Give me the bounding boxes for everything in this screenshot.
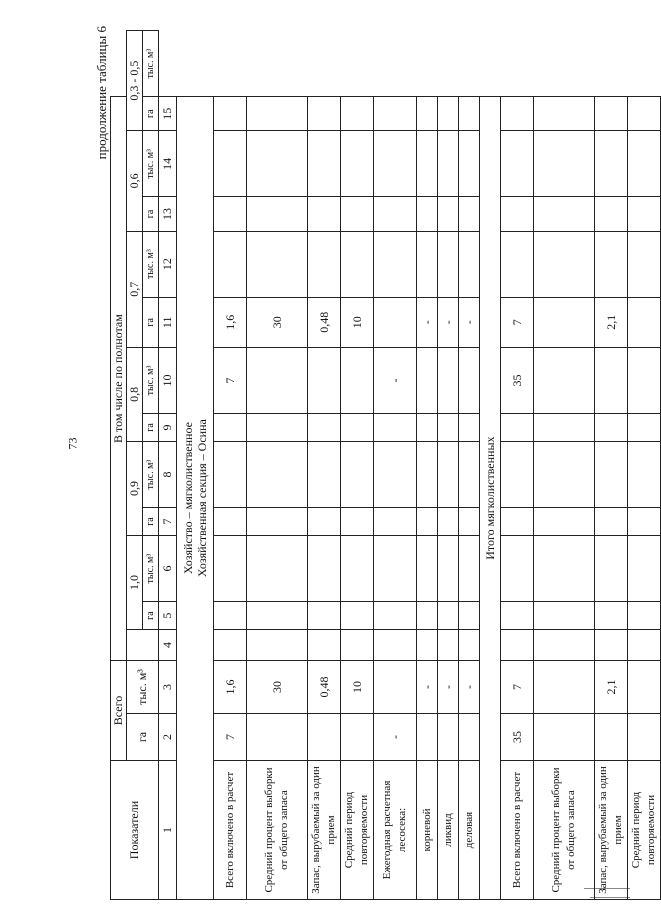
cell-col-11: - [417, 297, 438, 347]
table-row [595, 31, 628, 900]
row-label: Всего включено в расчет [214, 761, 247, 900]
cell-col-12 [501, 231, 534, 297]
cell-col-10 [628, 347, 661, 413]
section-title: Хозяйство – мягколиственное Хозяйственная секция – Осина [177, 97, 214, 900]
header-density-3: 0,8 [127, 347, 143, 441]
cell-col-5 [247, 602, 308, 630]
header-density-4: 0,7 [127, 231, 143, 347]
section-header-row [177, 31, 214, 900]
cell-col-10: 7 [214, 347, 247, 413]
page-number: 73 [65, 437, 80, 450]
cell-col-15 [417, 97, 438, 131]
cell-col-14 [595, 131, 628, 197]
cell-col-15 [247, 97, 308, 131]
cell-col-8 [628, 441, 661, 507]
table-row [534, 31, 595, 900]
cell-col-13 [214, 197, 247, 231]
cell-col-4 [534, 630, 595, 661]
cell-col-3: - [459, 661, 480, 714]
rotated-table-page [94, 20, 657, 900]
cell-col-4 [308, 630, 341, 661]
cell-col-10 [534, 347, 595, 413]
cell-col-12 [417, 231, 438, 297]
cell-col-3: 2,1 [595, 661, 628, 714]
cell-col-2 [247, 714, 308, 761]
cell-col-11: 2,1 [595, 297, 628, 347]
cell-col-6 [501, 535, 534, 601]
table-row [417, 31, 438, 900]
cell-col-15 [214, 97, 247, 131]
cell-col-9 [595, 414, 628, 442]
cell-col-9 [247, 414, 308, 442]
cell-col-14 [417, 131, 438, 197]
header-total-m3: тыс. м³ [127, 661, 159, 714]
continuation-caption: продолжение таблицы 6 [94, 26, 109, 160]
cell-col-4 [374, 630, 417, 661]
column-number: 15 [159, 97, 177, 131]
cell-col-13 [628, 197, 661, 231]
cell-col-3 [534, 661, 595, 714]
cell-col-5 [214, 602, 247, 630]
cell-col-4 [438, 630, 459, 661]
cell-col-8 [459, 441, 480, 507]
header-m3: тыс. м³ [143, 535, 159, 601]
cell-col-15 [341, 97, 374, 131]
cell-col-6 [595, 535, 628, 601]
cell-col-15 [628, 97, 661, 131]
cell-col-14 [214, 131, 247, 197]
cell-col-6 [534, 535, 595, 601]
table-row [247, 31, 308, 900]
cell-col-11: 1,6 [214, 297, 247, 347]
row-label: Всего включено в расчет [501, 761, 534, 900]
cell-col-7 [247, 508, 308, 536]
table-row [501, 31, 534, 900]
cell-col-14 [628, 131, 661, 197]
data-table [110, 30, 661, 900]
header-blank [127, 630, 159, 661]
row-label: Средний процент выборки от общего запаса [247, 761, 308, 900]
cell-col-9 [501, 414, 534, 442]
cell-col-12 [308, 231, 341, 297]
cell-col-6 [438, 535, 459, 601]
cell-col-6 [308, 535, 341, 601]
cell-col-5 [417, 602, 438, 630]
table-canvas [94, 20, 657, 900]
column-number: 10 [159, 347, 177, 413]
cell-col-14 [501, 131, 534, 197]
table-row [374, 31, 417, 900]
cell-col-11: 7 [501, 297, 534, 347]
header-m3: тыс. м³ [143, 131, 159, 197]
header-ha: га [143, 297, 159, 347]
cell-col-7 [214, 508, 247, 536]
header-ha: га [143, 197, 159, 231]
cell-col-15 [595, 97, 628, 131]
column-number: 8 [159, 441, 177, 507]
row-label: корневой [417, 761, 438, 900]
row-label: деловая [459, 761, 480, 900]
cell-col-5 [438, 602, 459, 630]
cell-col-2 [534, 714, 595, 761]
cell-col-11: 0,48 [308, 297, 341, 347]
cell-col-2: 35 [501, 714, 534, 761]
cell-col-3: - [417, 661, 438, 714]
header-total: Всего [111, 661, 127, 761]
cell-col-6 [247, 535, 308, 601]
row-label: Запас, вырубаемый за один прием [595, 761, 628, 900]
column-number-row [159, 31, 177, 900]
cell-col-14 [459, 131, 480, 197]
cell-col-8 [341, 441, 374, 507]
cell-col-2 [459, 714, 480, 761]
column-number: 4 [159, 630, 177, 661]
header-total-ha: га [127, 714, 159, 761]
header-density-5: 0,6 [127, 131, 143, 231]
cell-col-5 [534, 602, 595, 630]
cell-col-13 [341, 197, 374, 231]
cell-col-6 [628, 535, 661, 601]
cell-col-5 [628, 602, 661, 630]
column-number: 13 [159, 197, 177, 231]
cell-col-6 [374, 535, 417, 601]
cell-col-7 [534, 508, 595, 536]
column-number: 1 [159, 761, 177, 900]
cell-col-3: 30 [247, 661, 308, 714]
cell-col-4 [341, 630, 374, 661]
cell-col-15 [438, 97, 459, 131]
cell-col-8 [501, 441, 534, 507]
cell-col-4 [501, 630, 534, 661]
cell-col-3: 7 [501, 661, 534, 714]
header-m3: тыс. м³ [143, 347, 159, 413]
cell-col-9 [417, 414, 438, 442]
cell-col-6 [459, 535, 480, 601]
header-ha: га [143, 97, 159, 131]
cell-col-13 [374, 197, 417, 231]
cell-col-2 [628, 714, 661, 761]
header-density-1: 1,0 [127, 535, 143, 629]
cell-col-11: 30 [247, 297, 308, 347]
table-row [341, 31, 374, 900]
cell-col-2 [595, 714, 628, 761]
column-number: 5 [159, 602, 177, 630]
cell-col-14 [247, 131, 308, 197]
table-row [628, 31, 661, 900]
cell-col-10 [438, 347, 459, 413]
cell-col-6 [417, 535, 438, 601]
cell-col-7 [341, 508, 374, 536]
cell-col-14 [374, 131, 417, 197]
column-number: 9 [159, 414, 177, 442]
cell-col-8 [374, 441, 417, 507]
cell-col-12 [214, 231, 247, 297]
cell-col-3 [628, 661, 661, 714]
cell-col-2 [417, 714, 438, 761]
cell-col-7 [374, 508, 417, 536]
cell-col-9 [628, 414, 661, 442]
cell-col-3: 0,48 [308, 661, 341, 714]
cell-col-4 [459, 630, 480, 661]
cell-col-8 [417, 441, 438, 507]
cell-col-9 [438, 414, 459, 442]
cell-col-12 [628, 231, 661, 297]
cell-col-12 [459, 231, 480, 297]
cell-col-5 [501, 602, 534, 630]
table-row [459, 31, 480, 900]
cell-col-11: - [459, 297, 480, 347]
header-ha: га [143, 602, 159, 630]
cell-col-13 [595, 197, 628, 231]
cell-col-10 [459, 347, 480, 413]
cell-col-8 [438, 441, 459, 507]
header-m3: тыс. м³ [143, 31, 159, 97]
cell-col-4 [417, 630, 438, 661]
cell-col-14 [534, 131, 595, 197]
cell-col-10 [341, 347, 374, 413]
cell-col-9 [374, 414, 417, 442]
cell-col-4 [628, 630, 661, 661]
column-number: 2 [159, 714, 177, 761]
cell-col-14 [308, 131, 341, 197]
cell-col-13 [438, 197, 459, 231]
cell-col-7 [628, 508, 661, 536]
cell-col-10: 35 [501, 347, 534, 413]
cell-col-9 [534, 414, 595, 442]
header-density-6: 0,3 - 0,5 [127, 31, 143, 131]
cell-col-13 [308, 197, 341, 231]
cell-col-15 [308, 97, 341, 131]
cell-col-7 [459, 508, 480, 536]
cell-col-15 [501, 97, 534, 131]
cell-col-11: 10 [341, 297, 374, 347]
cell-col-11 [628, 297, 661, 347]
cell-col-5 [595, 602, 628, 630]
cell-col-12 [438, 231, 459, 297]
cell-col-10 [308, 347, 341, 413]
cell-col-8 [214, 441, 247, 507]
cell-col-3: - [438, 661, 459, 714]
table-row [308, 31, 341, 900]
column-number: 12 [159, 231, 177, 297]
cell-col-8 [247, 441, 308, 507]
row-label: Ежегодная расчетная лесосека: [374, 761, 417, 900]
header-m3: тыс. м³ [143, 231, 159, 297]
cell-col-2 [341, 714, 374, 761]
header-ha: га [143, 414, 159, 442]
cell-col-2: - [374, 714, 417, 761]
cell-col-12 [247, 231, 308, 297]
cell-col-9 [308, 414, 341, 442]
cell-col-14 [438, 131, 459, 197]
column-number: 7 [159, 508, 177, 536]
cell-col-3 [374, 661, 417, 714]
cell-col-8 [595, 441, 628, 507]
column-number: 6 [159, 535, 177, 601]
cell-col-7 [417, 508, 438, 536]
section-header-row [480, 31, 501, 900]
cell-col-13 [501, 197, 534, 231]
cell-col-15 [374, 97, 417, 131]
cell-col-7 [595, 508, 628, 536]
cell-col-4 [247, 630, 308, 661]
cell-col-7 [501, 508, 534, 536]
cell-col-11: - [438, 297, 459, 347]
cell-col-4 [214, 630, 247, 661]
cell-col-5 [374, 602, 417, 630]
row-label: ликвид [438, 761, 459, 900]
cell-col-8 [308, 441, 341, 507]
cell-col-10 [595, 347, 628, 413]
cell-col-9 [341, 414, 374, 442]
cell-col-6 [214, 535, 247, 601]
cell-col-10 [417, 347, 438, 413]
cell-col-7 [438, 508, 459, 536]
cell-col-5 [308, 602, 341, 630]
cell-col-2 [438, 714, 459, 761]
cell-col-7 [308, 508, 341, 536]
cell-col-14 [341, 131, 374, 197]
cell-col-12 [374, 231, 417, 297]
table-row [438, 31, 459, 900]
cell-col-6 [341, 535, 374, 601]
cell-col-12 [341, 231, 374, 297]
cell-col-3: 1,6 [214, 661, 247, 714]
cell-col-13 [459, 197, 480, 231]
column-number: 14 [159, 131, 177, 197]
cell-col-5 [341, 602, 374, 630]
cell-col-13 [417, 197, 438, 231]
column-number: 11 [159, 297, 177, 347]
header-m3: тыс. м³ [143, 441, 159, 507]
cell-col-15 [534, 97, 595, 131]
cell-col-10: - [374, 347, 417, 413]
row-label: Средний период повторяемости [628, 761, 661, 900]
header-ha: га [143, 508, 159, 536]
cell-col-13 [534, 197, 595, 231]
header-density-2: 0,9 [127, 441, 143, 535]
cell-col-12 [534, 231, 595, 297]
cell-col-15 [459, 97, 480, 131]
column-number: 3 [159, 661, 177, 714]
header-in-completeness: В том числе по полнотам [111, 97, 127, 661]
section-title: Итого мягколиственных [480, 97, 501, 900]
cell-col-12 [595, 231, 628, 297]
cell-col-13 [247, 197, 308, 231]
header-indicators: Показатели [111, 761, 159, 900]
row-label: Средний процент выборки от общего запаса [534, 761, 595, 900]
cell-col-2: 7 [214, 714, 247, 761]
cell-col-10 [247, 347, 308, 413]
cell-col-11 [534, 297, 595, 347]
table-row [214, 31, 247, 900]
cell-col-3: 10 [341, 661, 374, 714]
cell-col-2 [308, 714, 341, 761]
row-label: Средний период повторяемости [341, 761, 374, 900]
cell-col-11 [374, 297, 417, 347]
cell-col-8 [534, 441, 595, 507]
cell-col-5 [459, 602, 480, 630]
cell-col-9 [459, 414, 480, 442]
cell-col-4 [595, 630, 628, 661]
row-label: Запас, вырубаемый за один прием [308, 761, 341, 900]
cell-col-9 [214, 414, 247, 442]
